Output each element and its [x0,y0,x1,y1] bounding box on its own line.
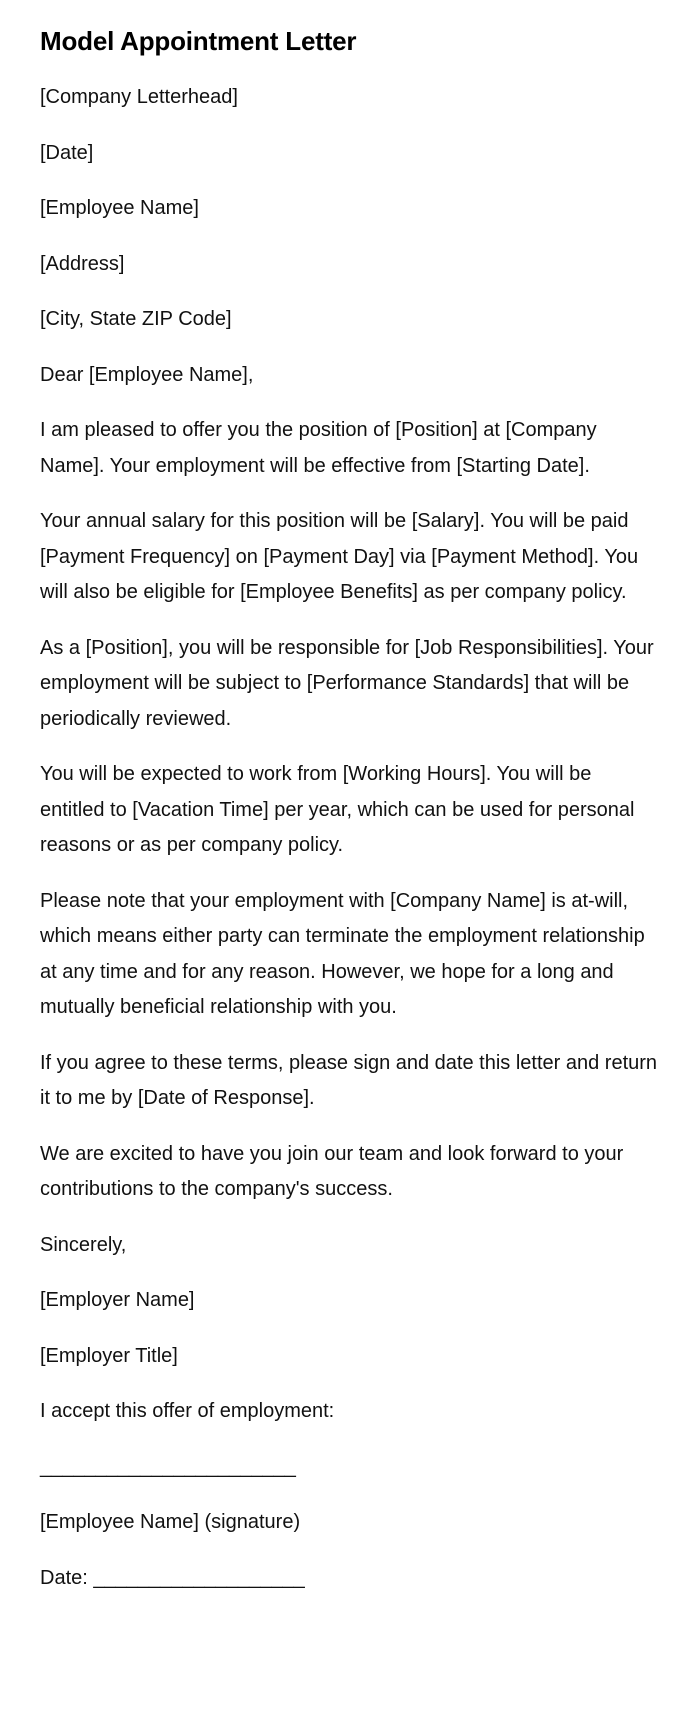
date-line: [Date] [40,141,94,164]
employer-title-line: [Employer Title] [40,1344,178,1367]
acceptance-statement: I accept this offer of employment: [40,1400,335,1422]
paragraph-salary: Your annual salary for this position will be [Salary]. You will be paid [Payment Frequency] on [Payment Day] via [Payment Method]. You will also be eligible for [Employee Benefits] as per company policy. [40,510,639,603]
paragraph-responsibilities: As a [Position], you will be responsible for [Job Responsibilities]. Your employment will be subject to [Performance Standards] that will be periodically reviewed. [40,636,654,730]
city-state-zip-line: [City, State ZIP Code] [40,308,232,330]
paragraph-at-will: Please note that your employment with [Company Name] is at-will, which means either party can terminate the employment relationship at any time and for any reason. However, we hope for a long and mutually beneficial relationship with you. [40,889,645,1018]
address-line: [Address] [40,252,125,275]
sign-off: Sincerely, [40,1233,127,1256]
date-blank-line: Date: ___________________ [40,1566,305,1589]
salutation: Dear [Employee Name], [40,363,254,386]
paragraph-working-hours: You will be expected to work from [Working Hours]. You will be entitled to [Vacation Time] per year, which can be used for personal reasons or as per company policy. [40,763,635,856]
signature-blank-line: _______________________ [40,1455,296,1478]
employee-signature-label: [Employee Name] (signature) [40,1511,301,1533]
document-title: Model Appointment Letter [40,26,357,56]
employee-name-line: [Employee Name] [40,197,199,219]
paragraph-closing: We are excited to have you join our team and look forward to your contributions to the company's success. [40,1142,624,1200]
paragraph-agreement: If you agree to these terms, please sign and date this letter and return it to me by [Date of Response]. [40,1051,658,1109]
company-letterhead: [Company Letterhead] [40,86,238,108]
paragraph-offer: I am pleased to offer you the position of [Position] at [Company Name]. Your employment will be effective from [Starting Date]. [40,419,597,477]
employer-name-line: [Employer Name] [40,1289,195,1311]
